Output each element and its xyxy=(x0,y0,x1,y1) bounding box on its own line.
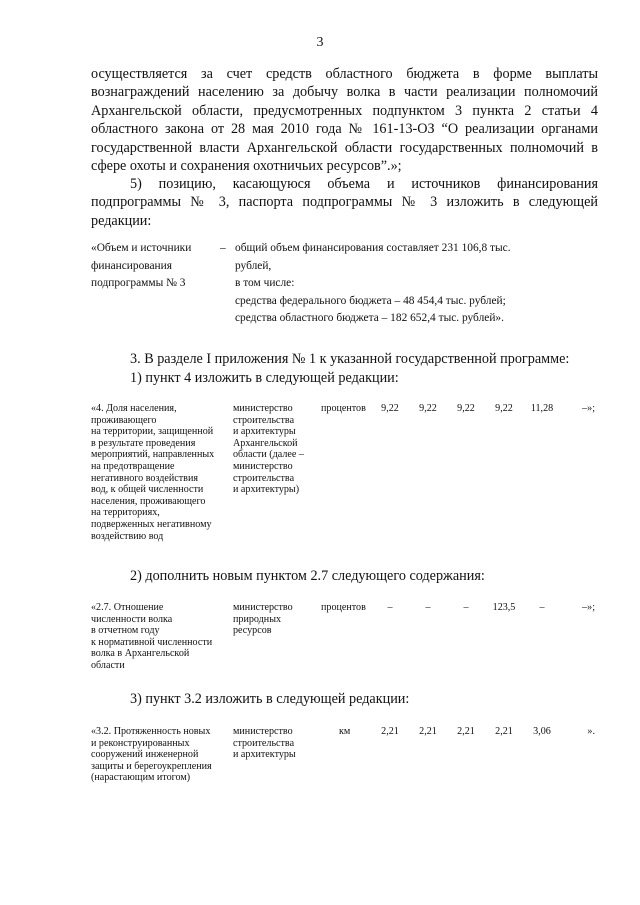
item3-heading: 3) пункт 3.2 изложить в следующей редакции: xyxy=(130,691,410,707)
item5-paragraph: 5) позицию, касающуюся объема и источников финансирования подпрограммы № 3, паспорта подпрограммы № 3 изложить в следующей редакции: xyxy=(91,176,598,229)
section3-heading: 3. В разделе I приложения № 1 к указанной государственной программе: xyxy=(130,351,570,367)
financing-dash: – xyxy=(220,242,226,254)
value-cell: 9,22 xyxy=(457,403,475,414)
item2-heading: 2) дополнить новым пунктом 2.7 следующего содержания: xyxy=(130,568,485,584)
value-cell-end: –»; xyxy=(582,602,595,613)
value-cell: 11,28 xyxy=(530,403,554,414)
unit: процентов xyxy=(321,403,366,414)
value-cell: – xyxy=(463,602,469,613)
value-cell: 123,5 xyxy=(492,602,516,613)
indicator-name: «3.2. Протяженность новых и реконструированных сооружений инженерной защиты и берегоукрепления (нарастающим итогом) xyxy=(91,726,212,784)
intro-paragraph: осуществляется за счет средств областного бюджета в форме выплаты вознаграждений населению за добычу волка в части реализации полномочий Архангельской области, предусмотренных подпунктом 3 пункта 2 статьи 4 областного закона от 28 мая 2010 года № 161-13-ОЗ “О реализации органами государственной власти Архангельской области государственных полномочий в сфере охоты и сохранения охотничьих ресурсов”.»; xyxy=(91,66,598,175)
value-cell-end: ». xyxy=(587,726,595,737)
value-cell: 9,22 xyxy=(419,403,437,414)
unit: км xyxy=(339,726,351,737)
value-cell: 3,06 xyxy=(533,726,551,737)
page-number: 3 xyxy=(316,35,324,50)
indicator-name: «4. Доля населения, проживающего на территории, защищенной в результате проведения мероприятий, направленных на предотвращение негативного воздействия вод, к общей численности населения, проживающего на территориях, подверженных негативному воздействию вод xyxy=(91,403,215,542)
indicator-name: «2.7. Отношение численности волка в отчетном году к нормативной численности волка в Архангельской области xyxy=(91,602,213,671)
value-cell: – xyxy=(539,602,545,613)
responsible-ministry: министерство строительства и архитектуры Архангельской области (далее – министерство строительства и архитектуры) xyxy=(233,403,304,496)
item1-heading: 1) пункт 4 изложить в следующей редакции: xyxy=(130,370,399,386)
value-cell: 2,21 xyxy=(381,726,399,737)
value-cell: 2,21 xyxy=(495,726,513,737)
financing-value: общий объем финансирования составляет 231 106,8 тыс. рублей, в том числе: средства федерального бюджета – 48 454,4 тыс. рублей; средства областного бюджета – 182 652,4 тыс. рублей». xyxy=(235,242,511,324)
value-cell-end: –»; xyxy=(582,403,595,414)
value-cell: 9,22 xyxy=(495,403,513,414)
responsible-ministry: министерство строительства и архитектуры xyxy=(233,726,296,761)
financing-label: «Объем и источники финансирования подпрограммы № 3 xyxy=(91,242,192,289)
value-cell: 2,21 xyxy=(457,726,475,737)
responsible-ministry: министерство природных ресурсов xyxy=(233,602,293,637)
value-cell: – xyxy=(425,602,431,613)
value-cell: 2,21 xyxy=(419,726,437,737)
value-cell: – xyxy=(387,602,393,613)
value-cell: 9,22 xyxy=(381,403,399,414)
unit: процентов xyxy=(321,602,366,613)
